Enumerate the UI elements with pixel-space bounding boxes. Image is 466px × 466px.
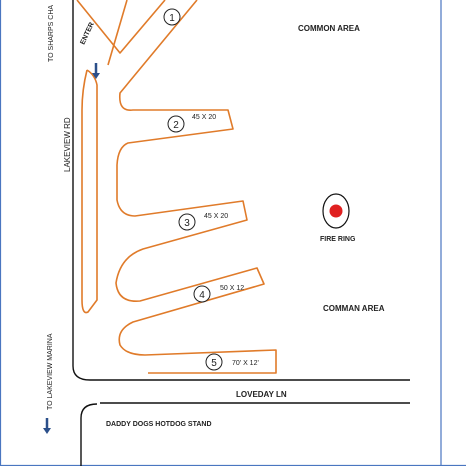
site-1-number: 1: [169, 13, 175, 24]
site-5-size: 70' X 12': [232, 360, 259, 367]
common-area-mid-label: COMMAN AREA: [323, 304, 385, 313]
loveday-ln-label: LOVEDAY LN: [236, 390, 287, 399]
site-4-marker: [194, 285, 244, 302]
site-5-number: 5: [211, 358, 217, 369]
enter-label: ENTER: [79, 21, 96, 46]
site-2-size: 45 X 20: [192, 114, 217, 121]
common-area-top-label: COMMON AREA: [298, 24, 360, 33]
lakeview-road-outline: [73, 0, 410, 380]
to-sharps-chapel-label: TO SHARPS CHA: [48, 4, 55, 62]
site-2-3-4-5-outline: [116, 0, 276, 373]
fire-ring-label: FIRE RING: [320, 236, 356, 243]
site-5-marker: [206, 354, 259, 370]
site-3-size: 45 X 20: [204, 213, 229, 220]
arrow-to-lakeview-marina: [43, 418, 51, 434]
site-4-size: 50 X 12: [220, 285, 245, 292]
site-1-marker: [164, 9, 180, 25]
hotdog-stand-label: DADDY DOGS HOTDOG STAND: [106, 421, 212, 428]
site-2-marker: [168, 114, 216, 132]
hotdog-stand-outline: [81, 404, 97, 466]
site-2-number: 2: [173, 120, 179, 131]
site-3-number: 3: [184, 218, 190, 229]
fire-ring-icon: [330, 205, 343, 218]
to-lakeview-marina-label: TO LAKEVIEW MARINA: [47, 333, 54, 410]
site-1-inner-edge: [108, 0, 127, 65]
entry-drive-outline: [82, 70, 97, 313]
site-4-number: 4: [199, 290, 205, 301]
lakeview-rd-label: LAKEVIEW RD: [63, 117, 72, 172]
